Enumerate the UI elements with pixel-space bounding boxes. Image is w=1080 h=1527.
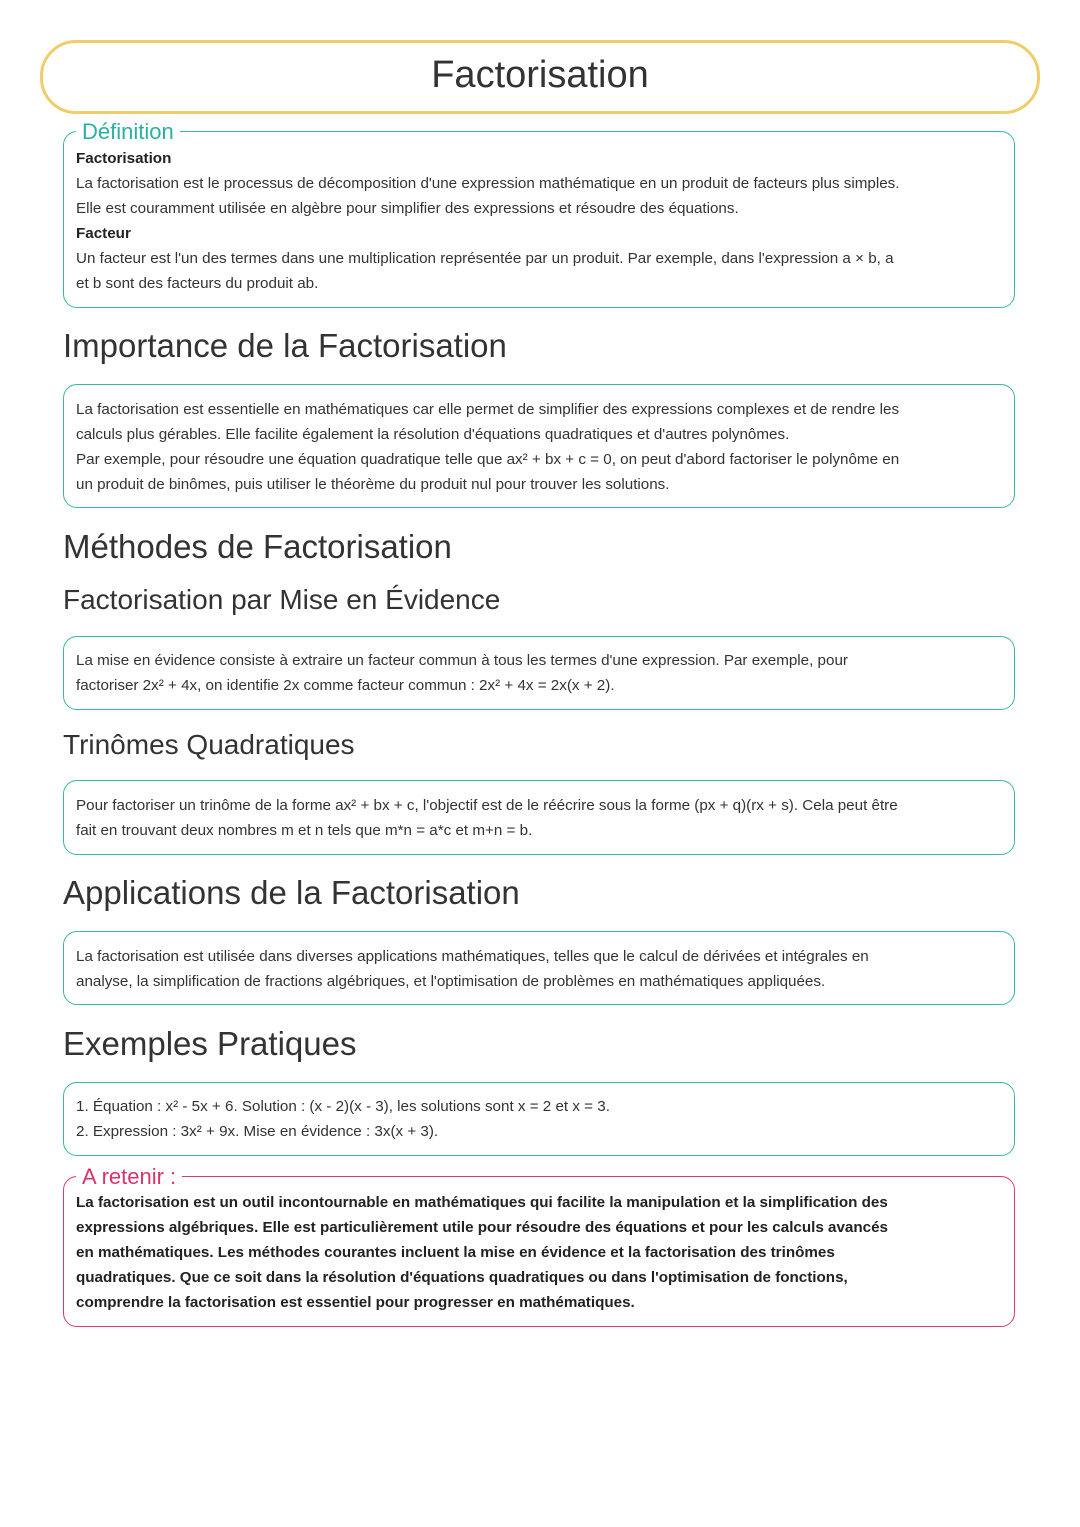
retenir-line: La factorisation est un outil incontournable en mathématiques qui facilite la manipulation et la simplification des [76, 1194, 888, 1211]
heading-examples: Exemples Pratiques [63, 1025, 357, 1062]
example-item: 2. Expression : 3x² + 9x. Mise en évidence : 3x(x + 3). [76, 1123, 439, 1140]
evidence-line: La mise en évidence consiste à extraire un facteur commun à tous les termes d'une expression. Par exemple, pour [76, 652, 848, 669]
trinomes-line: Pour factoriser un trinôme de la forme ax² + bx + c, l'objectif est de le réécrire sous la forme (px + q)(rx + s). Cela peut être [76, 797, 898, 814]
importance-line: calculs plus gérables. Elle facilite également la résolution d'équations quadratiques et d'autres polynômes. [76, 426, 790, 443]
definition-legend: Définition [76, 119, 180, 145]
heading-evidence: Factorisation par Mise en Évidence [63, 584, 501, 615]
heading-methods: Méthodes de Factorisation [63, 528, 452, 565]
definition-line: La factorisation est le processus de décomposition d'une expression mathématique en un produit de facteurs plus simples. [76, 175, 900, 192]
retenir-line: quadratiques. Que ce soit dans la résolution d'équations quadratiques ou dans l'optimisation de fonctions, [76, 1269, 848, 1286]
definition-line: et b sont des facteurs du produit ab. [76, 275, 319, 292]
trinomes-line: fait en trouvant deux nombres m et n tels que m*n = a*c et m+n = b. [76, 822, 533, 839]
evidence-line: factoriser 2x² + 4x, on identifie 2x comme facteur commun : 2x² + 4x = 2x(x + 2). [76, 677, 615, 694]
heading-applications: Applications de la Factorisation [63, 874, 520, 911]
example-item: 1. Équation : x² - 5x + 6. Solution : (x - 2)(x - 3), les solutions sont x = 2 et x = 3. [76, 1098, 610, 1115]
definition-line: Elle est couramment utilisée en algèbre pour simplifier des expressions et résoudre des équations. [76, 200, 739, 217]
term-facteur: Facteur [76, 225, 131, 242]
heading-importance: Importance de la Factorisation [63, 327, 507, 364]
retenir-line: en mathématiques. Les méthodes courantes incluent la mise en évidence et la factorisation des trinômes [76, 1244, 835, 1261]
retenir-legend: A retenir : [76, 1164, 182, 1190]
retenir-line: comprendre la factorisation est essentiel pour progresser en mathématiques. [76, 1294, 635, 1311]
term-factorisation: Factorisation [76, 150, 172, 167]
importance-line: La factorisation est essentielle en mathématiques car elle permet de simplifier des expressions complexes et de rendre les [76, 401, 900, 418]
retenir-line: expressions algébriques. Elle est particulièrement utile pour résoudre des équations et pour les calculs avancés [76, 1219, 888, 1236]
page-title: Factorisation [431, 54, 649, 96]
importance-line: un produit de binômes, puis utiliser le théorème du produit nul pour trouver les solutions. [76, 476, 670, 493]
definition-line: Un facteur est l'un des termes dans une multiplication représentée par un produit. Par exemple, dans l'expression a × b, a [76, 250, 894, 267]
applications-line: analyse, la simplification de fractions algébriques, et l'optimisation de problèmes en mathématiques appliquées. [76, 973, 826, 990]
importance-line: Par exemple, pour résoudre une équation quadratique telle que ax² + bx + c = 0, on peut d'abord factoriser le polynôme en [76, 451, 900, 468]
applications-line: La factorisation est utilisée dans diverses applications mathématiques, telles que le calcul de dérivées et intégrales en [76, 948, 869, 965]
heading-trinomes: Trinômes Quadratiques [63, 729, 355, 760]
